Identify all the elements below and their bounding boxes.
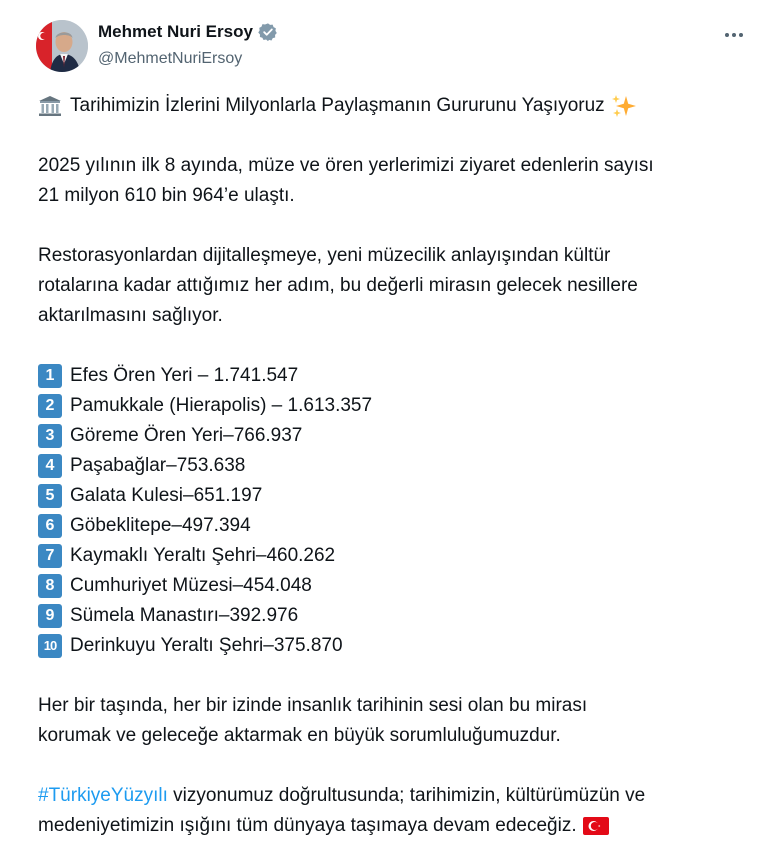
tweet-para1-line2: 21 milyon 610 bin 964’e ulaştı. (38, 185, 295, 206)
ranking-item-text: Göbeklitepe–497.394 (70, 515, 251, 536)
ranking-item (38, 631, 748, 661)
ranking-item (38, 391, 748, 421)
keycap-5-icon: 5 (38, 484, 62, 508)
tweet-para4-line2 (38, 811, 748, 841)
ranking-item-text: Galata Kulesi–651.197 (70, 485, 263, 506)
tweet-para1-line1: 2025 yılının ilk 8 ayında, müze ve ören yerlerimizi ziyaret edenlerin sayısı (38, 155, 654, 176)
keycap-8-icon: 8 (38, 574, 62, 598)
tweet-para2-line3: aktarılmasını sağlıyor. (38, 305, 223, 326)
ranking-item (38, 421, 748, 451)
ranking-item-text: Kaymaklı Yeraltı Şehri–460.262 (70, 545, 336, 566)
tweet-para4-line2-text: medeniyetimizin ışığını tüm dünyaya taşımaya devam edeceğiz. (38, 815, 577, 836)
author-name[interactable]: Mehmet Nuri Ersoy (98, 22, 253, 41)
keycap-9-icon: 9 (38, 604, 62, 628)
author-avatar[interactable] (36, 20, 88, 72)
avatar-photo (36, 20, 88, 72)
tweet-text (38, 91, 748, 841)
ranking-item-text: Pamukkale (Hierapolis) – 1.613.357 (70, 395, 373, 416)
classical-building-icon (38, 95, 62, 117)
ranking-item (38, 541, 748, 571)
ranking-item (38, 451, 748, 481)
tweet-para3-line2: korumak ve geleceğe aktarmak en büyük sorumluluğumuzdur. (38, 725, 561, 746)
author-name-row (98, 22, 278, 42)
ranking-item (38, 481, 748, 511)
ranking-item (38, 361, 748, 391)
ranking-item-text: Cumhuriyet Müzesi–454.048 (70, 575, 312, 596)
tweet-para3-line1: Her bir taşında, her bir izinde insanlık tarihinin sesi olan bu mirası (38, 695, 588, 716)
tweet-para2-line2: rotalarına kadar attığımız her adım, bu değerli mirasın gelecek nesillere (38, 275, 638, 296)
verified-badge-icon (258, 22, 278, 42)
ranking-item-text: Göreme Ören Yeri–766.937 (70, 425, 303, 446)
keycap-6-icon: 6 (38, 514, 62, 538)
tweet-para4-line1 (38, 781, 748, 811)
ranking-item-text: Sümela Manastırı–392.976 (70, 605, 299, 626)
author-handle[interactable]: @MehmetNuriErsoy (98, 50, 243, 67)
keycap-7-icon: 7 (38, 544, 62, 568)
ranking-item (38, 571, 748, 601)
turkey-flag-icon (583, 816, 609, 836)
ranking-list (38, 361, 748, 661)
tweet-heading-line (38, 91, 748, 121)
keycap-1-icon: 1 (38, 364, 62, 388)
keycap-10-icon: 10 (38, 634, 62, 658)
keycap-2-icon: 2 (38, 394, 62, 418)
hashtag-link[interactable]: #TürkiyeYüzyılı (38, 785, 168, 806)
more-options-icon[interactable] (722, 23, 746, 47)
ranking-item-text: Derinkuyu Yeraltı Şehri–375.870 (70, 635, 343, 656)
keycap-4-icon: 4 (38, 454, 62, 478)
sparkles-icon (611, 94, 637, 118)
ranking-item (38, 511, 748, 541)
keycap-3-icon: 3 (38, 424, 62, 448)
tweet-para4-line1-text: vizyonumuz doğrultusunda; tarihimizin, kültürümüzün ve (167, 785, 646, 806)
tweet-para2-line1: Restorasyonlardan dijitalleşmeye, yeni müzecilik anlayışından kültür (38, 245, 611, 266)
tweet-heading: Tarihimizin İzlerini Milyonlarla Paylaşmanın Gururunu Yaşıyoruz (70, 95, 605, 116)
ranking-item-text: Efes Ören Yeri – 1.741.547 (70, 365, 299, 386)
ranking-item-text: Paşabağlar–753.638 (70, 455, 246, 476)
ranking-item (38, 601, 748, 631)
